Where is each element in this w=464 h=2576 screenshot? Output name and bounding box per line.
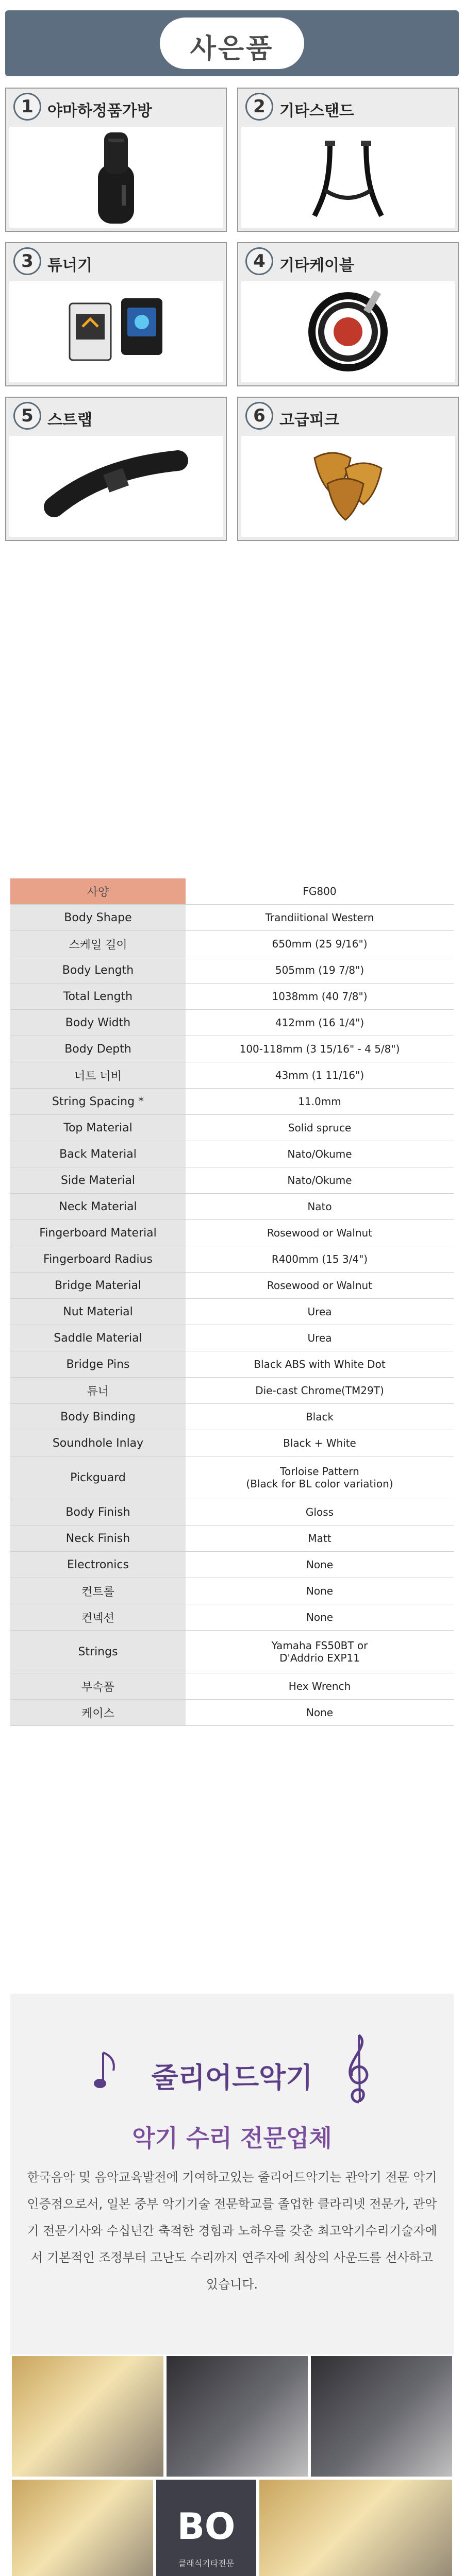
spec-row	[10, 1299, 454, 1325]
store-description: 한국음악 및 음악교육발전에 기여하고있는 줄리어드악기는 관악기 전문 악기 인증점으로서, 일본 중부 악기기술 전문학교를 졸업한 클라리넷 전문가, 관악기 전문기사와 수십년간 축적한 경험과 노하우를 갖춘 최고악기수리기술자에서 기본적인 조정부터 고난도 수리까지 연주자에 최상의 사운드를 선사하고 있습니다.	[27, 2170, 437, 2292]
spec-row	[10, 1036, 454, 1062]
spec-key: Body Depth	[10, 1036, 186, 1062]
gift-name: 기타케이블	[279, 257, 354, 275]
spec-row	[10, 1062, 454, 1089]
spec-row	[10, 1220, 454, 1246]
gift-banner	[5, 10, 459, 76]
spec-key: Strings	[10, 1631, 186, 1673]
gift-number: 5	[13, 402, 41, 430]
spec-key: 부속품	[10, 1673, 186, 1700]
spec-value: 650mm (25 9/16")	[186, 931, 454, 957]
spec-key: Total Length	[10, 984, 186, 1010]
store-logo-caption: 클래식기타전문	[178, 2558, 235, 2568]
spec-row	[10, 1010, 454, 1036]
spec-value: Yamaha FS50BT or D'Addrio EXP11	[186, 1631, 454, 1673]
spec-value: Nato/Okume	[186, 1167, 454, 1194]
gift-card-cable	[237, 242, 459, 386]
gig-bag-icon	[93, 128, 139, 226]
gift-name: 스트랩	[47, 411, 92, 429]
spec-key: Fingerboard Radius	[10, 1246, 186, 1273]
gift-banner-pill	[160, 18, 304, 69]
spec-value: Rosewood or Walnut	[186, 1273, 454, 1299]
spec-key: Bridge Material	[10, 1273, 186, 1299]
spec-value: Urea	[186, 1325, 454, 1351]
gift-name: 고급피크	[279, 411, 339, 429]
spec-key: 튜너	[10, 1378, 186, 1404]
spec-row	[10, 1631, 454, 1673]
spec-key: Bridge Pins	[10, 1351, 186, 1378]
spec-value: Nato	[186, 1194, 454, 1220]
spec-row	[10, 957, 454, 984]
spec-value: Torloise Pattern (Black for BL color variation)	[186, 1456, 454, 1499]
photo-saxophone	[10, 2478, 155, 2576]
photo-brass-repair	[258, 2478, 454, 2576]
spec-row	[10, 1115, 454, 1141]
photo-instrument-repair	[10, 2354, 165, 2478]
spec-row	[10, 1378, 454, 1404]
spec-value: Black ABS with White Dot	[186, 1351, 454, 1378]
spec-value: Hex Wrench	[186, 1673, 454, 1700]
spec-row	[10, 905, 454, 931]
spec-value: 100-118mm (3 15/16" - 4 5/8")	[186, 1036, 454, 1062]
spec-row	[10, 1578, 454, 1604]
spec-value: 505mm (19 7/8")	[186, 957, 454, 984]
gift-section	[0, 0, 464, 762]
spec-value: Rosewood or Walnut	[186, 1220, 454, 1246]
spec-key: Fingerboard Material	[10, 1220, 186, 1246]
store-section	[10, 1994, 454, 2576]
gift-number: 6	[245, 402, 273, 430]
spec-value: None	[186, 1700, 454, 1726]
spec-value: 11.0mm	[186, 1089, 454, 1115]
spec-row	[10, 1673, 454, 1700]
spec-key: String Spacing *	[10, 1089, 186, 1115]
spec-key: Soundhole Inlay	[10, 1430, 186, 1456]
spec-row	[10, 1604, 454, 1631]
spec-key: Neck Finish	[10, 1526, 186, 1552]
spec-value: Trandiitional Western	[186, 905, 454, 931]
spec-value: Nato/Okume	[186, 1141, 454, 1167]
spec-value: 43mm (1 11/16")	[186, 1062, 454, 1089]
store-subtitle: 악기 수리 전문업체	[132, 2124, 332, 2152]
spec-header-value: FG800	[186, 878, 454, 905]
spec-key: Body Length	[10, 957, 186, 984]
cable-icon	[302, 285, 394, 378]
gift-card-tuner	[5, 242, 227, 386]
spec-row	[10, 1089, 454, 1115]
spec-row	[10, 1430, 454, 1456]
spec-value: R400mm (15 3/4")	[186, 1246, 454, 1273]
spec-key: 너트 너비	[10, 1062, 186, 1089]
photo-woodwind-parts	[309, 2354, 454, 2478]
spec-value: None	[186, 1578, 454, 1604]
spec-row	[10, 1456, 454, 1499]
strap-icon	[44, 450, 188, 522]
spec-key: Saddle Material	[10, 1325, 186, 1351]
spec-value: Black + White	[186, 1430, 454, 1456]
spec-key: Nut Material	[10, 1299, 186, 1325]
spec-key: Body Width	[10, 1010, 186, 1036]
guitar-stand-icon	[309, 133, 387, 221]
spec-row	[10, 1351, 454, 1378]
tuner-icon	[64, 293, 168, 370]
pick-icon	[304, 448, 392, 525]
spec-key: Neck Material	[10, 1194, 186, 1220]
gift-number: 1	[13, 93, 41, 121]
spec-row	[10, 1526, 454, 1552]
gift-number: 4	[245, 247, 273, 275]
spec-row	[10, 1194, 454, 1220]
gift-number: 2	[245, 93, 273, 121]
gift-number: 3	[13, 247, 41, 275]
spec-key: 컨트롤	[10, 1578, 186, 1604]
spec-row	[10, 1552, 454, 1578]
spec-key: Top Material	[10, 1115, 186, 1141]
gift-card-strap	[5, 397, 227, 541]
spec-header-key: 사양	[10, 878, 186, 905]
photo-clarinet-keys	[165, 2354, 309, 2478]
spec-value: Matt	[186, 1526, 454, 1552]
spec-row	[10, 931, 454, 957]
spec-value: Black	[186, 1404, 454, 1430]
spec-value: 412mm (16 1/4")	[186, 1010, 454, 1036]
spec-row	[10, 984, 454, 1010]
spec-row	[10, 1404, 454, 1430]
spec-row	[10, 1273, 454, 1299]
spec-value: None	[186, 1604, 454, 1631]
spec-table	[10, 878, 454, 1726]
spec-key: 케이스	[10, 1700, 186, 1726]
spec-key: Pickguard	[10, 1456, 186, 1499]
spec-value: 1038mm (40 7/8")	[186, 984, 454, 1010]
spec-value: None	[186, 1552, 454, 1578]
gift-card-pick	[237, 397, 459, 541]
spec-row	[10, 1499, 454, 1526]
spec-key: Body Finish	[10, 1499, 186, 1526]
store-name: 줄리어드악기	[151, 2061, 313, 2094]
gift-title: 사은품	[190, 33, 274, 64]
spec-value: Gloss	[186, 1499, 454, 1526]
spec-row	[10, 1700, 454, 1726]
gift-name: 기타스탠드	[279, 102, 354, 120]
spec-value: Die-cast Chrome(TM29T)	[186, 1378, 454, 1404]
spec-row	[10, 1325, 454, 1351]
spec-key: Back Material	[10, 1141, 186, 1167]
spec-header-row	[10, 878, 454, 905]
gift-card-gig-bag	[5, 88, 227, 232]
store-logo-text: BO	[177, 2505, 236, 2548]
spec-key: Body Shape	[10, 905, 186, 931]
spec-row	[10, 1141, 454, 1167]
spec-row	[10, 1167, 454, 1194]
spec-key: 스케일 길이	[10, 931, 186, 957]
spec-value: Urea	[186, 1299, 454, 1325]
spec-row	[10, 1246, 454, 1273]
gift-name: 야마하정품가방	[47, 102, 152, 120]
gift-name: 튜너기	[47, 257, 92, 275]
store-logo-panel	[155, 2478, 258, 2576]
spec-key: Body Binding	[10, 1404, 186, 1430]
spec-value: Solid spruce	[186, 1115, 454, 1141]
spec-key: Electronics	[10, 1552, 186, 1578]
spec-key: Side Material	[10, 1167, 186, 1194]
gift-card-guitar-stand	[237, 88, 459, 232]
spec-key: 컨넥션	[10, 1604, 186, 1631]
